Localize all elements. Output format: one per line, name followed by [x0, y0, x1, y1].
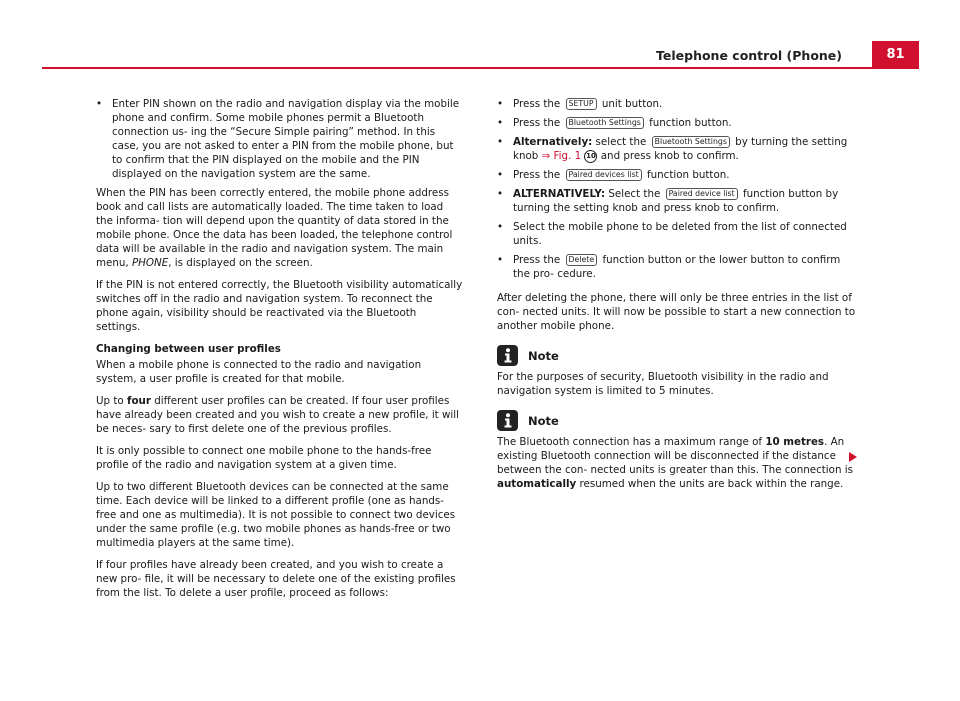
- note-text: For the purposes of security, Bluetooth visibility in the radio and navigation system is limited to 5 minutes.: [497, 371, 829, 397]
- emphasis: 10 metres: [765, 436, 825, 448]
- list-item: [497, 168, 859, 182]
- text: Press the: [513, 98, 564, 110]
- paired-devices-list-button: Paired devices list: [566, 169, 642, 181]
- emphasis: four: [126, 395, 151, 407]
- text: different user profiles can be created. If four user profiles have already been created and you wish to create a new profile, it will be neces- sary to first delete one of the previous profiles.: [96, 395, 460, 435]
- paragraph: Up to two different Bluetooth devices can be connected at the same time. Each device will be linked to a different profile (one as hands-free and one as multimedia). It is not possible to connect two devices under the same profile (e.g. two mobile phones as hands-free or two multimedia players at the same time).: [96, 481, 456, 549]
- setup-button: SETUP: [566, 98, 597, 110]
- note-text: [497, 435, 859, 491]
- bullet-icon: •: [96, 98, 103, 110]
- text: and press knob to confirm.: [597, 150, 739, 162]
- bullet-icon: •: [497, 136, 504, 148]
- bullet-icon: •: [497, 221, 504, 233]
- bluetooth-settings-button: Bluetooth Settings: [566, 117, 644, 129]
- emphasis: automatically: [497, 478, 577, 490]
- list-item: [497, 253, 859, 281]
- note-title: Note: [528, 348, 559, 363]
- text: unit button.: [598, 98, 663, 110]
- bullet-icon: •: [497, 254, 504, 266]
- section-title: Telephone control (Phone): [656, 48, 842, 63]
- right-column: [497, 97, 859, 499]
- paragraph: [96, 186, 463, 270]
- bullet-icon: •: [497, 117, 504, 129]
- bluetooth-settings-button: Bluetooth Settings: [652, 136, 730, 148]
- text: function button by turning the setting knob and press knob to confirm.: [513, 188, 839, 214]
- delete-button: Delete: [566, 254, 598, 266]
- page-number: 81: [872, 41, 919, 68]
- note-header: [497, 345, 859, 366]
- paragraph: After deleting the phone, there will only be three entries in the list of con- nected units. It will now be possible to start a new connection to another mobile phone.: [497, 292, 856, 332]
- text: Up to: [96, 395, 127, 407]
- paragraph: If four profiles have already been created, and you wish to create a new pro- file, it will be necessary to delete one of the existing profiles from the list. To delete a user profile, proceed as follows:: [96, 559, 456, 599]
- paragraph: When a mobile phone is connected to the radio and navigation system, a user profile is created for that mobile.: [96, 359, 422, 385]
- subheading: Changing between user profiles: [96, 343, 281, 355]
- info-icon: [497, 345, 518, 366]
- list-item: [497, 187, 859, 215]
- text: , is displayed on the screen.: [168, 257, 313, 269]
- bullet-icon: •: [497, 169, 504, 181]
- note-box: [497, 345, 859, 398]
- list-item: [497, 116, 859, 130]
- bullet-icon: •: [497, 98, 504, 110]
- menu-name: PHONE: [131, 257, 169, 269]
- text: Press the: [513, 254, 564, 266]
- list-item: [96, 97, 463, 181]
- callout-number: 10: [584, 150, 597, 163]
- bullet-text: Enter PIN shown on the radio and navigation display via the mobile phone and confirm. Some mobile phones permit a Bluetooth connection us- ing the “Secure Simple pairing” method. In this case, you are not asked to enter a PIN from the mobile phone, but to confirm that the PIN displayed on the mobile and the PIN displayed on the navigation system are the same.: [112, 98, 460, 180]
- bullet-icon: •: [497, 188, 504, 200]
- text: . An existing Bluetooth connection will be disconnected if the distance between the con- nected units is greater than this. The connection is: [497, 436, 853, 476]
- text: function button.: [643, 169, 730, 181]
- paragraph: [96, 394, 463, 436]
- list-item: [497, 135, 859, 163]
- note-title: Note: [528, 413, 559, 428]
- text: Press the: [513, 169, 564, 181]
- emphasis: Alternatively:: [513, 136, 593, 148]
- figure-reference: ⇒ Fig. 1: [541, 150, 582, 162]
- continue-arrow-icon: [849, 452, 857, 462]
- paragraph: If the PIN is not entered correctly, the Bluetooth visibility automatically switches off in the radio and navigation system. To reconnect the phone again, visibility should be reactivated via the Bluetooth settings.: [96, 279, 463, 333]
- header-divider: [42, 67, 919, 69]
- list-item: [497, 97, 859, 111]
- left-column: [96, 97, 463, 608]
- note-header: [497, 410, 859, 431]
- text: function button.: [645, 117, 732, 129]
- paired-device-list-button: Paired device list: [666, 188, 738, 200]
- text: The Bluetooth connection has a maximum range of: [497, 436, 766, 448]
- text: by turning the setting knob: [513, 136, 848, 162]
- text: resumed when the units are back within the range.: [576, 478, 844, 490]
- text: When the PIN has been correctly entered, the mobile phone address book and call lists are automatically loaded. The time taken to load the informa- tion will depend upon the quantity of data stored in the mobile phone. Once the data has been loaded, the telephone control data will be available in the radio and navigation system. The main menu,: [96, 187, 453, 269]
- info-icon: [497, 410, 518, 431]
- list-item: [497, 220, 859, 248]
- emphasis: ALTERNATIVELY:: [513, 188, 606, 200]
- text: select the: [592, 136, 650, 148]
- paragraph: It is only possible to connect one mobile phone to the hands-free profile of the radio and navigation system at a given time.: [96, 445, 432, 471]
- text: function button or the lower button to confirm the pro- cedure.: [513, 254, 841, 280]
- text: Select the: [605, 188, 664, 200]
- text: Press the: [513, 117, 564, 129]
- text: Select the mobile phone to be deleted from the list of connected units.: [513, 221, 847, 247]
- note-box: [497, 410, 859, 491]
